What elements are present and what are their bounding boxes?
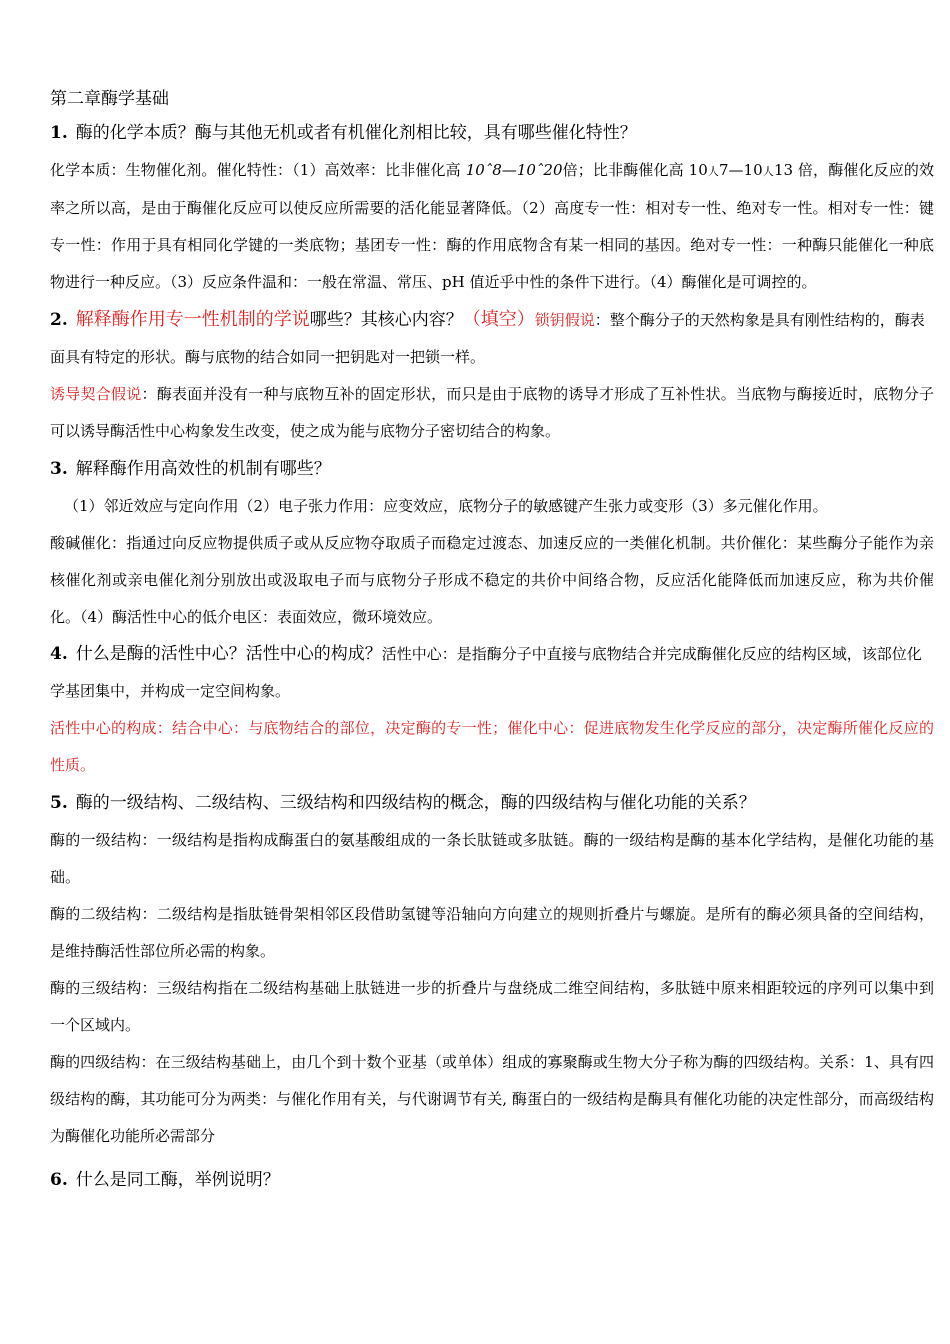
secondary-structure: 酶的二级结构：二级结构是指肽链骨架相邻区段借助氢键等沿轴向方向建立的规则折叠片与螺旋。是所有的酶必须具备的空间结构，是维持酶活性部位所必需的构象。 [50,905,934,960]
question-4 [50,636,934,710]
question-1 [50,114,934,152]
question-number: 6. [50,1170,68,1190]
question-text: 什么是同工酶，举例说明？ [75,1170,280,1190]
question-text: 什么是酶的活性中心？活性中心的构成？ [75,644,382,664]
active-center-definition: 活性中心：是指酶分子中直接与底物结合并完成酶催化反应的结构区域，该部位化学基团集中，并构成一定空间构象。 [50,645,922,700]
exponent-range: 10ˆ8—10ˆ20 [465,161,563,179]
question-highlight: 解释酶作用专一性机制的学说 [75,309,310,330]
answer-text: 7—10 [719,161,763,179]
question-number: 3. [50,459,68,479]
lock-key-text: ：整个酶分子的天然构象是具有刚性结构的，酶表面具有特定的形状。酶与底物的结合如同一把钥匙对一把锁一样。 [50,311,925,366]
answer-2-induced [50,376,934,450]
fill-blank-tag: （填空） [462,309,535,330]
active-center-composition: 活性中心的构成：结合中心：与底物结合的部位，决定酶的专一性；催化中心：促进底物发生化学反应的部分，决定酶所催化反应的性质。 [50,719,934,774]
chapter-title: 第二章酶学基础 [50,89,169,109]
tertiary-structure: 酶的三级结构：三级结构指在二级结构基础上肽链进一步的折叠片与盘绕成二维空间结构，多肽链中原来相距较远的序列可以集中到一个区域内。 [50,979,934,1034]
question-6 [50,1161,934,1199]
answer-text: 倍；比非酶催化高 10 [562,161,708,179]
caret-symbol: 人 [762,165,774,178]
question-number: 2. [50,310,68,330]
caret-symbol: 人 [707,165,720,178]
answer-text: 13 倍，酶催化反应的效率之所以高，是由于酶催化反应可以使反应所需要的活化能显著降低。（2）高度专一性：相对专一性、绝对专一性。相对专一性：键专一性：作用于具有相同化学键的一类底物；基团专一性：酶的作用底物含有某一相同的基因。绝对专一性：一种酶只能催化一种底物进行一种反应。（3）反应条件温和：一般在常温、常压、pH 值近乎中性的条件下进行。（4）酶催化是可调控的。 [50,161,935,291]
question-number: 5. [50,793,68,813]
answer-3-detail: 酸碱催化：指通过向反应物提供质子或从反应物夺取质子而稳定过渡态、加速反应的一类催化机制。共价催化：某些酶分子能作为亲核催化剂或亲电催化剂分别放出或汲取电子而与底物分子形成不稳定的共价中间络合物，反应活化能降低而加速反应，称为共价催化。（4）酶活性中心的低介电区：表面效应，微环境效应。 [50,534,934,626]
question-number: 1. [50,123,68,143]
answer-3-list: （1）邻近效应与定向作用（2）电子张力作用：应变效应，底物分子的敏感键产生张力或变形（3）多元催化作用。 [64,497,828,515]
primary-structure: 酶的一级结构：一级结构是指构成酶蛋白的氨基酸组成的一条长肽链或多肽链。酶的一级结构是酶的基本化学结构，是催化功能的基础。 [50,831,934,886]
induced-fit-text: ：酶表面并没有一种与底物互补的固定形状，而只是由于底物的诱导才形成了互补性状。当底物与酶接近时，底物分子可以诱导酶活性中心构象发生改变，使之成为能与底物分子密切结合的构象。 [50,385,934,440]
question-text: 解释酶作用高效性的机制有哪些？ [75,459,331,479]
question-3 [50,450,934,488]
quaternary-structure: 酶的四级结构：在三级结构基础上，由几个到十数个亚基（或单体）组成的寡聚酶或生物大分子称为酶的四级结构。关系：1、具有四级结构的酶，其功能可分为两类：与催化作用有关，与代谢调节有关, 酶蛋白的一级结构是酶具有催化功能的决定性部分，而高级结构为酶催化功能所必需部分 [50,1053,934,1145]
answer-1 [50,152,934,301]
question-number: 4. [50,644,68,664]
question-5 [50,784,934,822]
question-text: 酶的化学本质？酶与其他无机或者有机催化剂相比较，具有哪些催化特性？ [75,123,637,143]
induced-fit-label: 诱导契合假说 [50,385,142,403]
lock-key-label: 锁钥假说 [534,311,595,329]
question-text: 酶的一级结构、二级结构、三级结构和四级结构的概念，酶的四级结构与催化功能的关系？ [75,793,756,813]
question-2 [50,301,934,376]
answer-text: 化学本质：生物催化剂。催化特性：（1）高效率：比非催化高 [50,161,466,179]
question-text: 哪些？其核心内容？ [309,310,463,330]
